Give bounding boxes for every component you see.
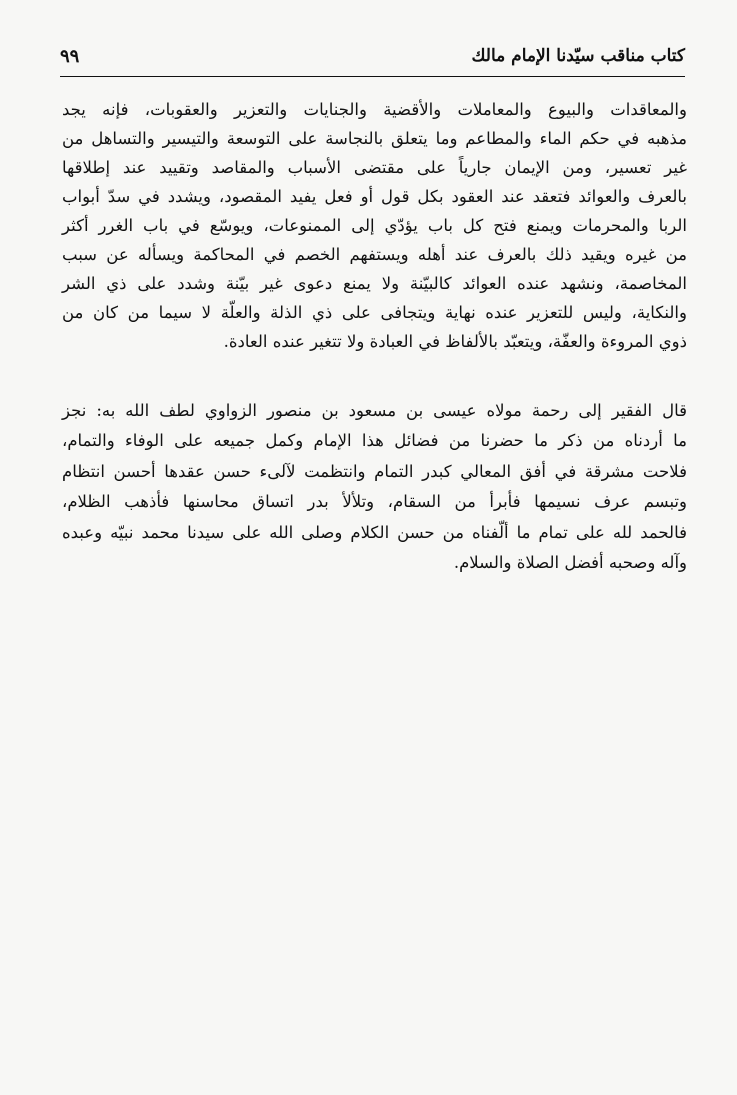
text-line: ذوي المروءة والعفّة، ويتعبّد بالألفاظ في العبادة ولا تتغير عنده العادة. <box>223 332 687 351</box>
text-line: الربا والمحرمات ويمنع فتح كل باب يؤدّي إلى الممنوعات، ويوسّع في باب الغرر أكثر <box>62 216 687 235</box>
text-line: غير تعسير، ومن الإيمان جارياً على مقتضى الأسباب والمقاصد وتقييد عند إطلاقها <box>62 158 687 177</box>
text-line: قال الفقير إلى رحمة مولاه عيسى بن مسعود بن منصور الزواوي لطف الله به: نجز <box>62 401 687 420</box>
text-line: المخاصمة، ونشهد عنده العوائد كالبيّنة ولا يمنع دعوى غير بيّنة وشدد على ذي الشر <box>62 274 687 293</box>
paragraph-2 <box>62 396 687 578</box>
text-line: فالحمد لله على تمام ما ألّفناه من حسن الكلام وصلى الله على سيدنا محمد نبيّه وعبده <box>62 522 687 542</box>
text-line: من غيره ويقيد ذلك بالعرف عند أهله ويستفهم الخصم في المحاكمة ويسأله عن سبب <box>62 245 687 264</box>
page-number: ٩٩ <box>60 46 80 67</box>
running-title: كتاب مناقب سيّدنا الإمام مالك <box>471 46 685 66</box>
text-line: والمعاقدات والبيوع والمعاملات والأقضية والجنايات والتعزير والعقوبات، فإنه يجد <box>62 100 687 119</box>
page-header <box>60 42 685 77</box>
text-line: والنكاية، وليس للتعزير عنده نهاية ويتجافى على ذي الذلة والعلّة لا سيما من كان من <box>62 303 687 322</box>
paragraph-1 <box>62 95 687 356</box>
text-line: ما أردناه من ذكر ما حضرنا من فضائل هذا الإمام وكمل جميعه على الوفاء والتمام، <box>62 431 687 451</box>
text-line: وتبسم عرف نسيمها فأبرأ من السقام، وتلألأ بدر اتساق محاسنها فأذهب الظلام، <box>62 492 687 512</box>
text-line: بالعرف والعوائد فتعقد عند العقود بكل قول أو فعل يفيد المقصود، ويشدد في سدّ أبواب <box>62 187 687 206</box>
text-line: مذهبه في حكم الماء والمطاعم وما يتعلق بالنجاسة على التوسعة والتيسير والتساهل من <box>62 129 687 148</box>
text-line: فلاحت مشرقة في أفق المعالي كبدر التمام وانتظمت لآلىء حسن عقدها أحسن انتظام <box>62 461 687 481</box>
text-line: وآله وصحبه أفضل الصلاة والسلام. <box>453 552 687 572</box>
